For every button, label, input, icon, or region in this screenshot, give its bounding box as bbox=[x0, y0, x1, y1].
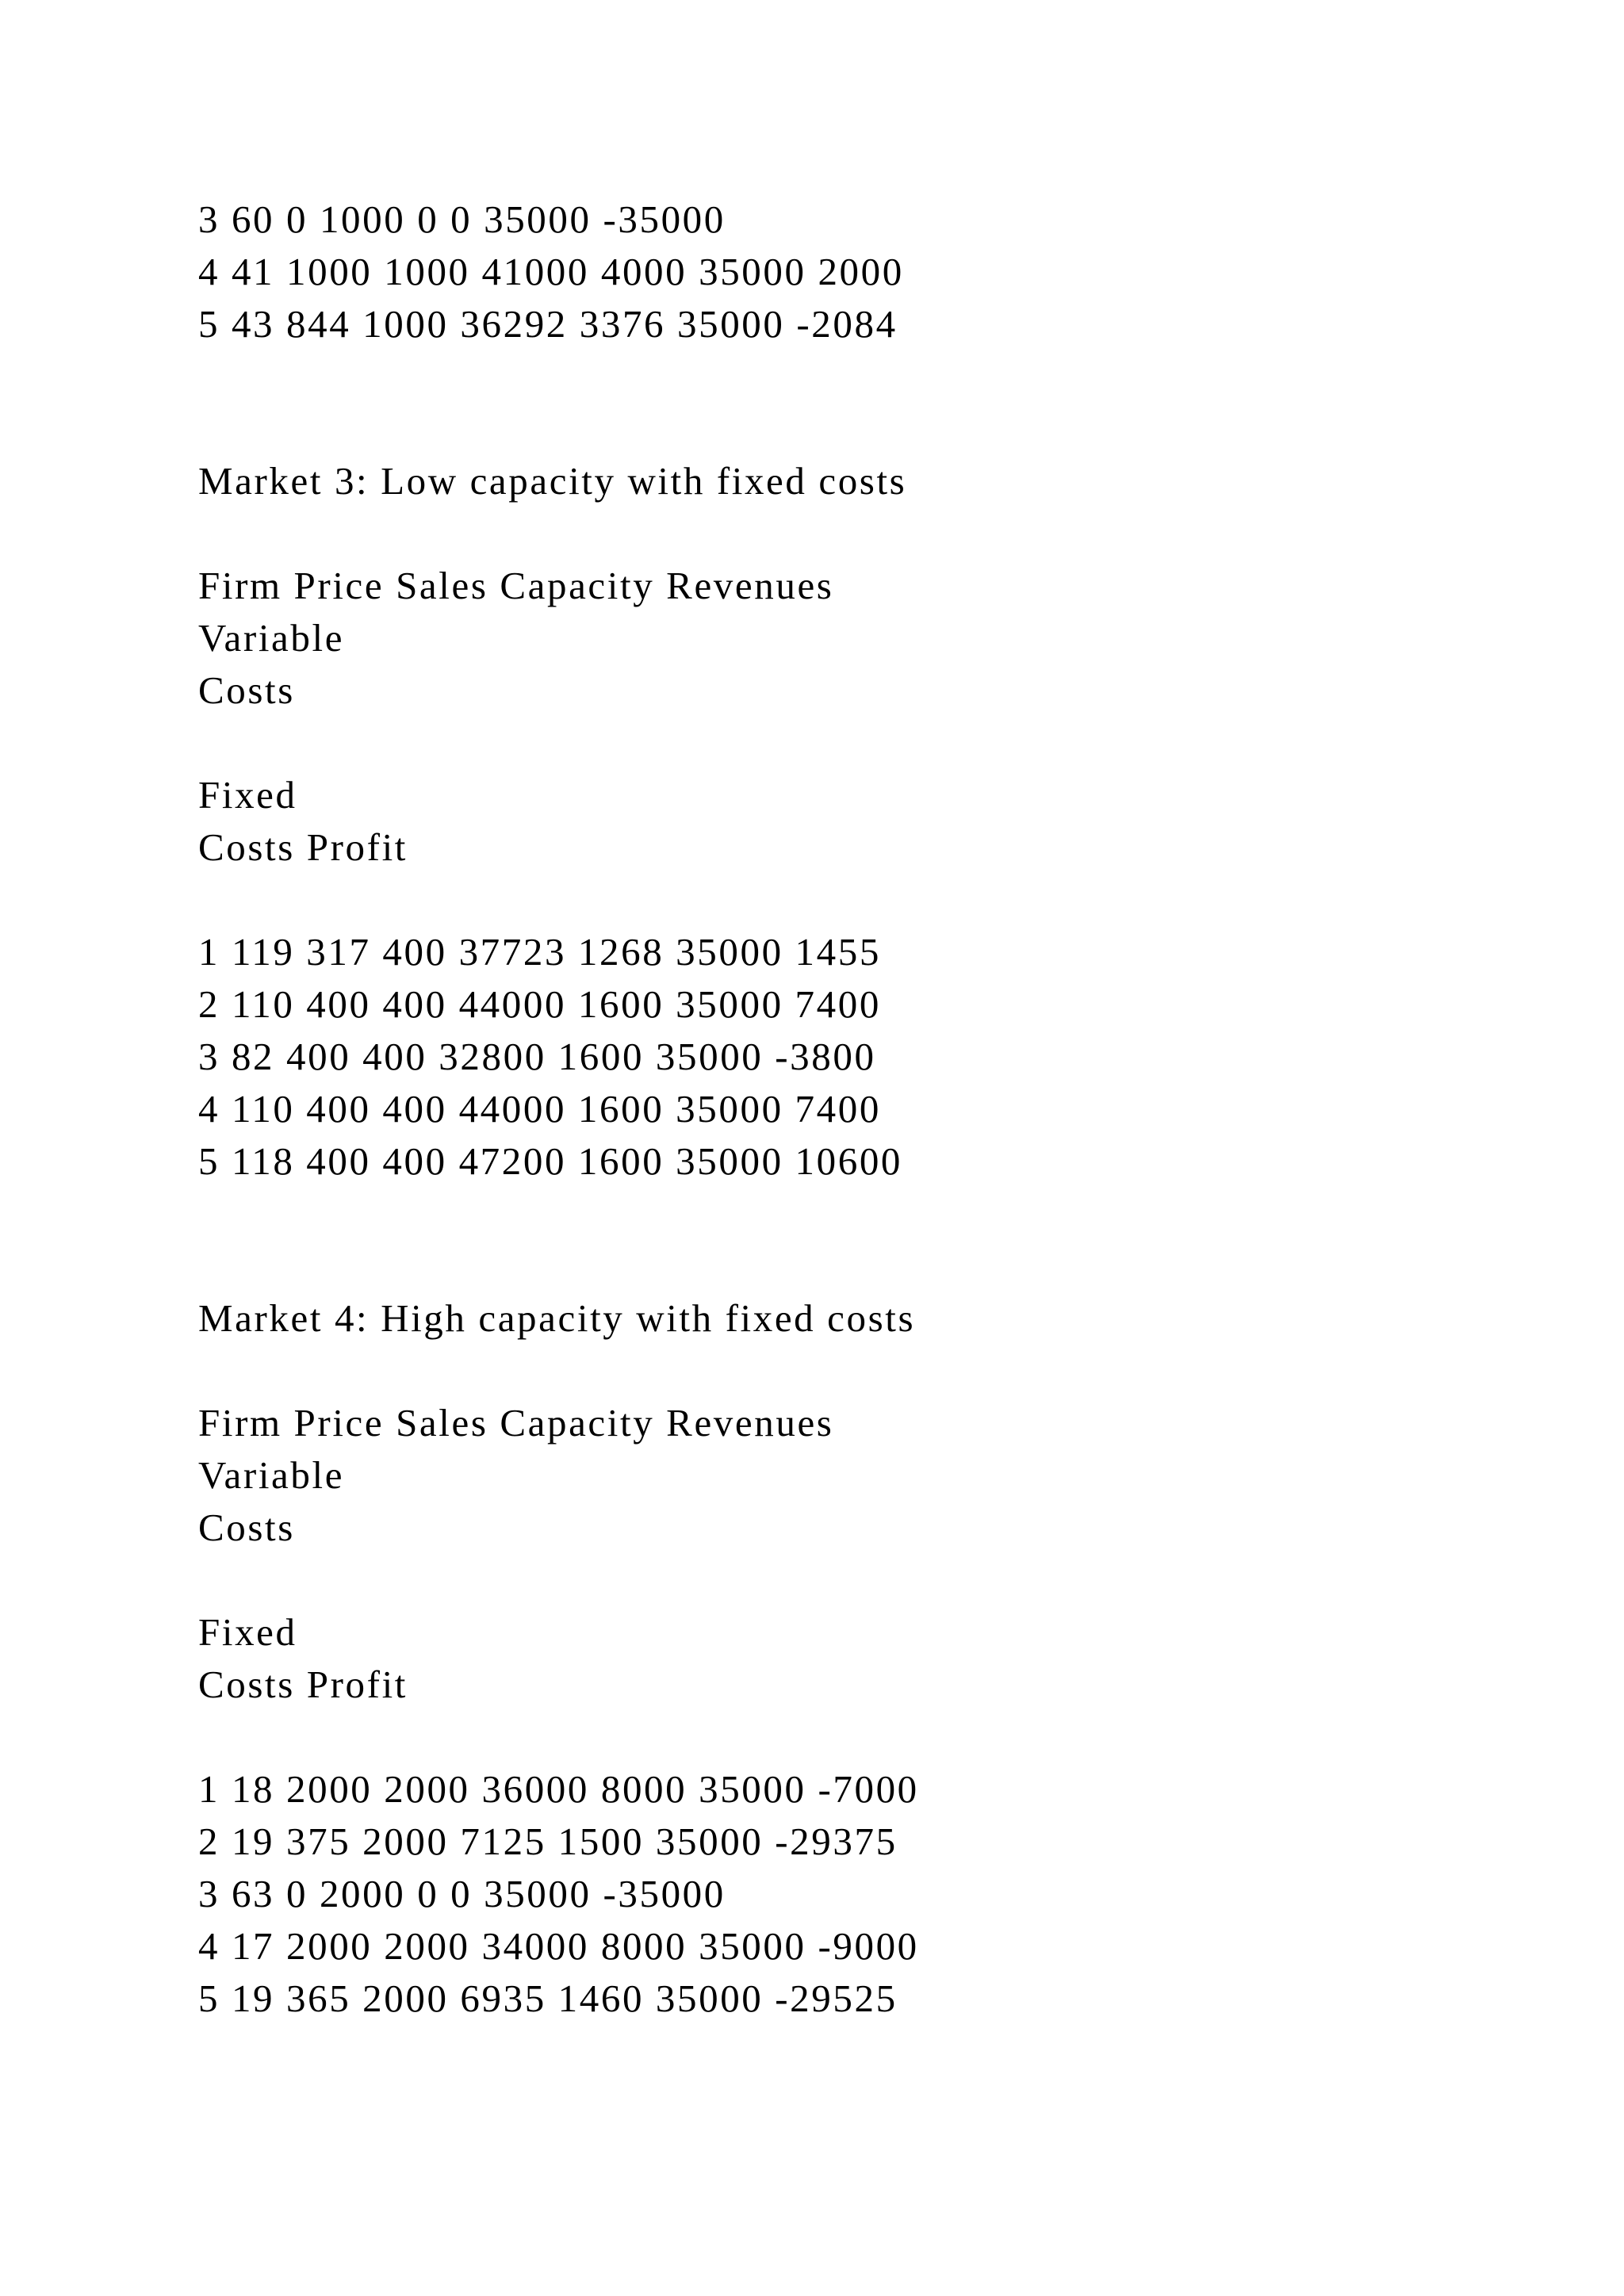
table-header-line: Fixed bbox=[198, 1610, 297, 1654]
section-title: Market 3: Low capacity with fixed costs bbox=[198, 459, 907, 503]
table-row: 5 43 844 1000 36292 3376 35000 -2084 bbox=[198, 302, 898, 346]
spacer bbox=[198, 717, 1467, 769]
continued-table-rows bbox=[198, 193, 1467, 350]
table-row: 1 119 317 400 37723 1268 35000 1455 bbox=[198, 930, 881, 974]
table-header-line: Costs Profit bbox=[198, 825, 408, 869]
table-row: 4 110 400 400 44000 1600 35000 7400 bbox=[198, 1087, 881, 1131]
table-row: 5 118 400 400 47200 1600 35000 10600 bbox=[198, 1139, 903, 1183]
document-page bbox=[198, 193, 1467, 2025]
table-header-line: Firm Price Sales Capacity Revenues bbox=[198, 1401, 834, 1445]
table-row: 4 17 2000 2000 34000 8000 35000 -9000 bbox=[198, 1924, 919, 1968]
table-row: 4 41 1000 1000 41000 4000 35000 2000 bbox=[198, 250, 904, 293]
spacer bbox=[198, 1554, 1467, 1606]
spacer bbox=[198, 1345, 1467, 1397]
market-3-section bbox=[198, 455, 1467, 1188]
table-row: 1 18 2000 2000 36000 8000 35000 -7000 bbox=[198, 1767, 919, 1811]
table-header-line: Firm Price Sales Capacity Revenues bbox=[198, 564, 834, 607]
table-header-line: Costs bbox=[198, 668, 295, 712]
table-header-line: Variable bbox=[198, 616, 345, 660]
spacer bbox=[198, 1711, 1467, 1763]
table-row: 3 82 400 400 32800 1600 35000 -3800 bbox=[198, 1035, 876, 1078]
table-row: 2 110 400 400 44000 1600 35000 7400 bbox=[198, 982, 881, 1026]
table-header-line: Fixed bbox=[198, 773, 297, 817]
spacer bbox=[198, 507, 1467, 560]
table-row: 3 60 0 1000 0 0 35000 -35000 bbox=[198, 197, 726, 241]
table-header-line: Variable bbox=[198, 1453, 345, 1497]
table-row: 2 19 375 2000 7125 1500 35000 -29375 bbox=[198, 1820, 898, 1863]
table-header-line: Costs Profit bbox=[198, 1663, 408, 1706]
table-row: 3 63 0 2000 0 0 35000 -35000 bbox=[198, 1872, 726, 1915]
spacer bbox=[198, 874, 1467, 926]
table-header-line: Costs bbox=[198, 1506, 295, 1549]
market-4-section bbox=[198, 1292, 1467, 2025]
spacer bbox=[198, 1188, 1467, 1292]
table-row: 5 19 365 2000 6935 1460 35000 -29525 bbox=[198, 1976, 898, 2020]
spacer bbox=[198, 350, 1467, 455]
section-title: Market 4: High capacity with fixed costs bbox=[198, 1296, 916, 1340]
